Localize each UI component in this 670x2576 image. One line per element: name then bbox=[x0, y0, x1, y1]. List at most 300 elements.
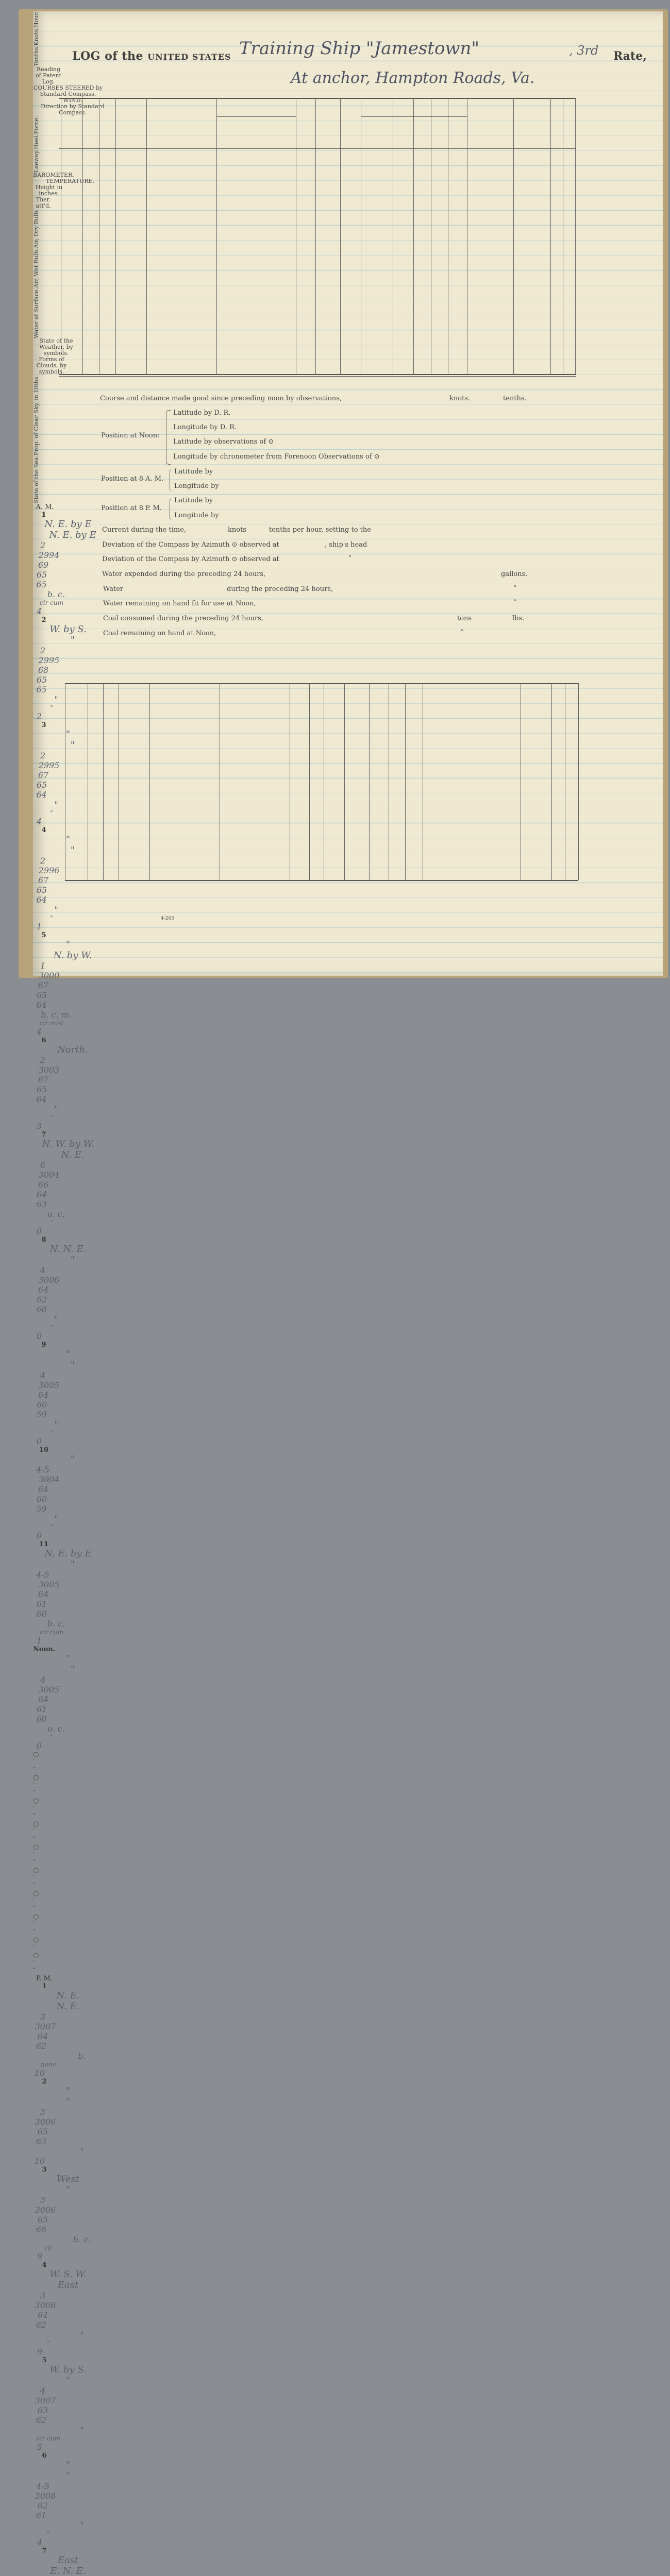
am-row-5-wind: N. by W. bbox=[53, 950, 92, 961]
col-clear-header: Prop. of Clear Sky, in 10ths. bbox=[33, 375, 40, 456]
am-row-1-ther: 69 bbox=[38, 560, 49, 570]
pm-row-3-course: West bbox=[56, 2173, 80, 2184]
am-row-7-course: N. W. by W. bbox=[42, 1138, 94, 1149]
pm-row-1-hour: 1 bbox=[42, 1982, 47, 1990]
sec-mark: ″ bbox=[33, 1766, 36, 1774]
am-row-10-clouds: " bbox=[50, 1523, 53, 1531]
am-row-8-hour: 8 bbox=[41, 1235, 46, 1244]
pm-row-2-weather: " bbox=[80, 2146, 84, 2156]
am-row-1-wet: 65 bbox=[36, 579, 47, 589]
pm-row-3-hour: 3 bbox=[42, 2165, 47, 2174]
water-during-label: during the preceding 24 hours, bbox=[227, 585, 333, 593]
am-row-1-dry: 65 bbox=[36, 569, 47, 580]
am-row-3-dry: 65 bbox=[36, 779, 47, 790]
col-patent-header: Reading of Patent Log. bbox=[35, 66, 62, 86]
am-row-1-force: 2 bbox=[40, 540, 46, 550]
lat-8am-label: Latitude by bbox=[174, 468, 213, 476]
am-row-2-weather: " bbox=[54, 694, 58, 704]
am-row-12-clear: 0 bbox=[36, 1740, 42, 1751]
tenths-header: tenths. bbox=[503, 395, 527, 402]
am-row-4-wind: " bbox=[70, 844, 75, 856]
pm-row-1-weather: b. bbox=[78, 2050, 86, 2061]
deg-mark: ○ bbox=[33, 1797, 39, 1805]
am-row-4-baro: 2996 bbox=[38, 865, 60, 875]
am-row-5-hour: 5 bbox=[41, 931, 46, 939]
sec-mark: ″ bbox=[33, 1905, 36, 1913]
am-col-line-dry bbox=[413, 98, 414, 374]
am-row-4-weather: " bbox=[54, 904, 58, 914]
am-row-12-wet: 60 bbox=[36, 1714, 47, 1724]
am-row-6-hour: 6 bbox=[41, 1036, 46, 1044]
pm-row-3-wind: " bbox=[65, 2184, 71, 2195]
col-force-header: Force. bbox=[33, 116, 40, 134]
am-row-2-clouds: " bbox=[50, 704, 53, 711]
min-mark: ′ bbox=[33, 1874, 35, 1882]
pm-row-5-dry: 62 bbox=[36, 2415, 47, 2425]
am-row-5-baro: 3000 bbox=[38, 970, 60, 980]
am-row-7-wind: N. E. bbox=[61, 1149, 85, 1160]
am-row-6-clear: 3 bbox=[36, 1121, 42, 1131]
am-row-4-wet: 64 bbox=[36, 894, 47, 905]
am-row-7-dry: 64 bbox=[36, 1189, 47, 1199]
am-row-5-clouds: cir mist bbox=[39, 1019, 64, 1027]
am-row-1-wind: N. E. by E bbox=[49, 529, 96, 540]
log-label: LOG of the bbox=[72, 49, 144, 63]
am-row-12-force: 4 bbox=[40, 1674, 46, 1685]
pm-col-line-12 bbox=[405, 683, 406, 880]
sec-mark: ″ bbox=[33, 1835, 36, 1843]
am-row-12-course: " bbox=[65, 1653, 71, 1664]
gallons-label: gallons. bbox=[501, 570, 528, 578]
pm-table-top-rule bbox=[65, 683, 578, 684]
pm-row-5-ther: 63 bbox=[37, 2405, 48, 2415]
water-remaining-ditto: " bbox=[513, 599, 516, 606]
am-row-11-wet: 60 bbox=[36, 1608, 47, 1619]
pm-row-3-clouds: cir bbox=[44, 2244, 53, 2251]
am-row-1-clear: 4 bbox=[36, 606, 42, 616]
am-col-line-clouds bbox=[513, 98, 514, 374]
am-row-7-ther: 66 bbox=[38, 1179, 49, 1190]
pm-row-1-ther: 64 bbox=[37, 2031, 48, 2041]
am-row-5-course: " bbox=[65, 939, 71, 950]
am-col-line-patent bbox=[115, 98, 116, 374]
am-row-12-ther: 64 bbox=[38, 1694, 49, 1704]
pm-row-6-weather: " bbox=[80, 2520, 84, 2530]
position-8pm-brace bbox=[170, 498, 173, 520]
pm-table-bottom-rule bbox=[65, 880, 578, 881]
am-row-1-course: N. E. by E bbox=[44, 518, 92, 530]
min-mark: ′ bbox=[33, 1897, 35, 1905]
am-row-4-course: " bbox=[65, 834, 71, 845]
pm-row-5-baro: 3007 bbox=[35, 2395, 56, 2405]
am-col-line-leeway bbox=[340, 98, 341, 374]
deviation-2-deg: ○ bbox=[33, 1951, 39, 1959]
pm-row-2-baro: 3006 bbox=[35, 2116, 56, 2127]
lon-chron-label: Longitude by chronometer from Forenoon Observations of ⊙ bbox=[173, 453, 380, 461]
position-noon-label: Position at Noon: bbox=[101, 432, 160, 439]
am-row-4-clear: 1 bbox=[36, 921, 42, 931]
min-mark: ′ bbox=[33, 1827, 35, 1836]
am-row-8-baro: 3006 bbox=[38, 1275, 60, 1285]
lbs-label: lbs. bbox=[512, 615, 525, 622]
current-tail-label: tenths per hour, setting to the bbox=[269, 526, 371, 534]
am-row-9-weather: " bbox=[54, 1419, 58, 1429]
pm-row-6-dry: 61 bbox=[36, 2510, 47, 2520]
am-row-1-baro: 2994 bbox=[38, 550, 60, 560]
am-row-8-clear: 0 bbox=[36, 1331, 42, 1341]
lon-dr-label: Longitude by D. R. bbox=[173, 423, 237, 431]
col-courses-header: COURSES STEERED by Standard Compass. bbox=[33, 84, 103, 98]
pm-row-4-weather: " bbox=[80, 2329, 84, 2340]
ships-head-label: , ship's head bbox=[325, 541, 367, 549]
pm-row-5-weather: " bbox=[80, 2425, 84, 2435]
deg-mark: ○ bbox=[33, 1889, 39, 1897]
am-row-11-baro: 3005 bbox=[38, 1579, 60, 1589]
pm-col-line-2 bbox=[103, 683, 104, 880]
am-row-9-course: " bbox=[65, 1348, 71, 1360]
deviation-2-label: Deviation of the Compass by Azimuth ⊙ observed at bbox=[102, 555, 279, 563]
am-row-9-ther: 64 bbox=[38, 1389, 49, 1400]
am-row-7-hour: 7 bbox=[41, 1130, 46, 1139]
am-row-11-clouds: cir cum bbox=[40, 1628, 63, 1636]
water-expended-label: Water expended during the preceding 24 hours, bbox=[102, 570, 266, 578]
sec-mark: ″ bbox=[33, 1789, 36, 1797]
am-table-bottom-rule-2 bbox=[59, 376, 576, 377]
pm-row-2-wind: " bbox=[65, 2096, 71, 2107]
pm-label: P. M. bbox=[36, 1974, 53, 1982]
pm-row-6-wind: " bbox=[65, 2470, 71, 2481]
coal-remaining-ditto: " bbox=[461, 629, 464, 636]
am-row-6-ther: 67 bbox=[38, 1074, 49, 1084]
deg-mark: ○ bbox=[33, 1912, 39, 1921]
col-heel-header: Heel. bbox=[33, 134, 40, 149]
pm-row-6-baro: 3008 bbox=[35, 2490, 56, 2501]
deviation-1-label: Deviation of the Compass by Azimuth ⊙ observed at bbox=[102, 541, 279, 549]
pm-row-6-clouds: " bbox=[47, 2530, 50, 2537]
am-table-bottom-rule bbox=[59, 374, 576, 375]
col-clouds-header: Forms of Clouds, by symbols. bbox=[36, 356, 67, 376]
min-mark: ′ bbox=[33, 1804, 35, 1812]
sec-mark: ″ bbox=[33, 1882, 36, 1890]
pm-col-line-4 bbox=[149, 683, 150, 880]
sec-mark: ″ bbox=[33, 1812, 36, 1820]
am-row-11-ther: 64 bbox=[38, 1589, 49, 1599]
am-row-3-weather: " bbox=[54, 799, 58, 809]
deg-mark: ○ bbox=[33, 1843, 39, 1851]
am-row-6-clouds: " bbox=[50, 1113, 53, 1121]
pm-row-4-ther: 64 bbox=[37, 2310, 48, 2320]
am-row-2-dry: 65 bbox=[36, 674, 47, 685]
knots-header: knots. bbox=[449, 395, 471, 402]
am-row-6-weather: " bbox=[54, 1104, 58, 1114]
pm-row-1-wind: N. E. bbox=[56, 2001, 80, 2012]
deviation-2-ditto: " bbox=[348, 554, 351, 562]
col-weather-header: State of the Weather, by symbols. bbox=[39, 337, 73, 357]
pm-row-1-clouds: none bbox=[41, 2060, 56, 2068]
am-row-6-dry: 65 bbox=[36, 1084, 47, 1094]
min-mark: ′ bbox=[33, 1851, 35, 1859]
pm-row-6-clear: 4 bbox=[37, 2537, 43, 2547]
baro-temp-subheader-rule bbox=[361, 116, 467, 117]
pm-col-line-15 bbox=[551, 683, 552, 880]
col-air-dry-header: Air, Dry Bulb. bbox=[33, 209, 40, 248]
am-row-4-ther: 67 bbox=[38, 875, 49, 885]
am-row-11-hour: 11 bbox=[39, 1540, 49, 1548]
am-row-3-clouds: " bbox=[50, 809, 53, 817]
am-row-3-wind: " bbox=[70, 739, 75, 751]
current-label: Current during the time, bbox=[102, 526, 187, 534]
pm-row-1-baro: 3007 bbox=[35, 2021, 56, 2031]
col-hour-header: Hour. bbox=[33, 11, 40, 27]
am-col-line-wind bbox=[216, 98, 217, 374]
pm-row-6-ther: 62 bbox=[37, 2500, 48, 2511]
am-row-5-clear: 4 bbox=[36, 1026, 42, 1037]
am-row-8-dry: 62 bbox=[36, 1294, 47, 1304]
am-row-12-clouds: " bbox=[50, 1733, 53, 1741]
united-states-label: UNITED STATES bbox=[147, 52, 231, 62]
pm-row-5-clear: 5 bbox=[37, 2442, 43, 2452]
pm-col-line-9 bbox=[344, 683, 345, 880]
am-row-3-baro: 2995 bbox=[38, 760, 60, 770]
am-row-1-clouds: cir cum bbox=[40, 599, 63, 606]
current-knots-label: knots bbox=[228, 526, 246, 534]
am-row-8-wet: 60 bbox=[36, 1304, 47, 1314]
am-row-11-dry: 61 bbox=[36, 1599, 47, 1609]
am-row-9-wind: " bbox=[70, 1359, 75, 1370]
ship-name-handwritten: Training Ship "Jamestown" bbox=[239, 38, 480, 59]
am-row-10-ther: 64 bbox=[38, 1484, 49, 1494]
col-height-header: Height in inches. bbox=[35, 184, 63, 197]
pm-row-3-weather: b. c. bbox=[73, 2234, 91, 2244]
am-row-10-force: 4-5 bbox=[36, 1464, 49, 1475]
pm-row-3-clear: 9 bbox=[37, 2251, 43, 2261]
pm-row-6-hour: 6 bbox=[42, 2451, 47, 2460]
am-row-3-clear: 4 bbox=[36, 816, 42, 826]
lon-8pm-label: Longitude by bbox=[174, 512, 219, 519]
deviation-1-deg: ○ bbox=[33, 1936, 39, 1944]
am-row-9-clouds: " bbox=[50, 1429, 53, 1436]
pm-col-line-17 bbox=[578, 683, 579, 880]
am-row-5-dry: 65 bbox=[36, 990, 47, 1000]
pm-row-4-dry: 62 bbox=[36, 2319, 47, 2330]
am-row-8-clouds: " bbox=[50, 1324, 53, 1331]
am-row-6-force: 2 bbox=[40, 1055, 46, 1065]
am-col-line-clear bbox=[550, 98, 551, 374]
am-table-top-rule bbox=[59, 98, 576, 99]
pm-col-line-7 bbox=[309, 683, 310, 880]
am-row-12-baro: 3005 bbox=[38, 1684, 60, 1694]
am-col-line-course bbox=[146, 98, 147, 374]
am-row-11-weather: b. c. bbox=[47, 1618, 65, 1629]
am-row-8-wind: " bbox=[70, 1254, 75, 1265]
water-remaining-label: Water remaining on hand fit for use at Noon, bbox=[103, 600, 256, 607]
form-number: 4-265 bbox=[161, 916, 174, 921]
pm-row-2-hour: 2 bbox=[42, 2077, 47, 2086]
coal-consumed-label: Coal consumed during the preceding 24 hours, bbox=[103, 615, 263, 622]
am-row-4-clouds: " bbox=[50, 914, 53, 922]
position-8am-brace bbox=[170, 469, 173, 492]
deviation-2-min: ′ bbox=[33, 1959, 35, 1967]
am-row-5-wet: 64 bbox=[36, 999, 47, 1010]
deviation-1-min: ′ bbox=[33, 1943, 35, 1952]
pm-row-4-hour: 4 bbox=[42, 2261, 47, 2269]
am-row-10-wet: 59 bbox=[36, 1503, 47, 1514]
pm-row-3-force: 3 bbox=[40, 2195, 46, 2205]
am-row-7-baro: 3004 bbox=[38, 1170, 60, 1180]
sec-mark: ″ bbox=[33, 1928, 36, 1936]
pm-row-5-course: W. by S. bbox=[49, 2364, 87, 2375]
pm-row-7-course: East bbox=[57, 2554, 79, 2566]
col-wind-header: WIND. bbox=[63, 97, 82, 104]
pm-row-4-force: 3 bbox=[40, 2290, 46, 2300]
am-row-11-wind: " bbox=[70, 1558, 75, 1570]
pm-row-7-hour: 7 bbox=[42, 2547, 47, 2555]
am-row-5-weather: b. c. m. bbox=[41, 1009, 72, 1020]
am-row-7-clear: 0 bbox=[36, 1226, 42, 1236]
am-row-7-clouds: " bbox=[50, 1218, 53, 1226]
am-col-line-knots bbox=[82, 98, 83, 374]
am-row-3-wet: 64 bbox=[36, 789, 47, 800]
pm-row-1-force: 3 bbox=[40, 2011, 46, 2022]
water-during-ditto: " bbox=[513, 584, 516, 592]
am-row-2-wind: " bbox=[70, 634, 75, 646]
lat-dr-label: Latitude by D. R. bbox=[173, 409, 231, 417]
am-row-9-wet: 59 bbox=[36, 1409, 47, 1419]
am-row-6-wind: North. bbox=[57, 1044, 88, 1055]
pm-row-5-force: 4 bbox=[40, 2385, 46, 2396]
am-row-11-clear: 1 bbox=[36, 1635, 42, 1646]
col-barometer-header: BAROMETER. bbox=[33, 172, 74, 179]
am-row-7-wet: 63 bbox=[36, 1199, 47, 1209]
col-sea-header: State of the Sea. bbox=[33, 455, 40, 503]
am-row-10-weather: " bbox=[54, 1513, 58, 1523]
am-row-10-hour: 10 bbox=[39, 1446, 49, 1454]
am-row-2-wet: 65 bbox=[36, 684, 47, 694]
pm-row-1-dry: 62 bbox=[36, 2041, 47, 2051]
pm-row-7-wind: E. N. E. bbox=[50, 2565, 86, 2576]
am-row-3-force: 2 bbox=[40, 750, 46, 760]
pm-row-4-clouds: " bbox=[47, 2339, 50, 2347]
coal-remaining-label: Coal remaining on hand at Noon, bbox=[103, 630, 216, 637]
am-row-12-dry: 61 bbox=[36, 1704, 47, 1714]
am-row-2-baro: 2995 bbox=[38, 655, 60, 665]
am-row-10-clear: 0 bbox=[36, 1530, 42, 1540]
pm-row-1-course: N. E. bbox=[56, 1990, 80, 2001]
deg-mark: ○ bbox=[33, 1866, 39, 1874]
col-water-surface-header: Water at Surface. bbox=[33, 287, 40, 338]
tons-label: tons bbox=[457, 615, 472, 622]
position-noon-brace bbox=[166, 410, 171, 465]
lat-8pm-label: Latitude by bbox=[174, 497, 213, 504]
am-row-12-weather: o. c. bbox=[47, 1723, 65, 1734]
pm-row-2-ther: 65 bbox=[37, 2126, 48, 2137]
pm-row-4-wind: East bbox=[57, 2279, 79, 2291]
lon-8am-label: Longitude by bbox=[174, 482, 219, 490]
am-row-9-baro: 3005 bbox=[38, 1380, 60, 1390]
am-row-2-course: W. by S. bbox=[49, 623, 87, 635]
deg-mark: ○ bbox=[33, 1773, 39, 1782]
deg-mark: ○ bbox=[33, 1750, 39, 1758]
am-row-8-course: N. N. E. bbox=[49, 1243, 87, 1255]
am-row-8-ther: 64 bbox=[38, 1284, 49, 1295]
am-row-10-dry: 60 bbox=[36, 1494, 47, 1504]
am-row-10-wind: " bbox=[70, 1453, 75, 1465]
position-8am-label: Position at 8 A. M. bbox=[101, 475, 164, 483]
water-label: Water bbox=[103, 585, 124, 593]
am-row-12-hour: Noon. bbox=[33, 1645, 56, 1653]
am-row-9-clear: 0 bbox=[36, 1436, 42, 1446]
deviation-2-sec: ″ bbox=[33, 1967, 36, 1975]
pm-row-3-dry: 66 bbox=[36, 2224, 47, 2234]
col-tenths-header: Tenths. bbox=[33, 45, 40, 67]
min-mark: ′ bbox=[33, 1781, 35, 1789]
pm-row-4-clear: 9 bbox=[37, 2346, 43, 2357]
am-row-5-force: 1 bbox=[40, 960, 46, 971]
pm-row-2-dry: 63 bbox=[36, 2136, 47, 2146]
am-row-4-hour: 4 bbox=[41, 826, 46, 834]
rate-label: Rate, bbox=[613, 49, 647, 63]
am-row-9-hour: 9 bbox=[41, 1341, 46, 1349]
pm-row-1-clear: 10 bbox=[34, 2067, 45, 2078]
am-row-6-baro: 3003 bbox=[38, 1064, 60, 1075]
position-8pm-label: Position at 8 P. M. bbox=[101, 504, 162, 512]
wind-subheader-rule bbox=[216, 116, 296, 117]
pm-col-line-10 bbox=[369, 683, 370, 880]
sec-mark: ″ bbox=[33, 1858, 36, 1867]
pm-row-2-course: " bbox=[65, 2085, 71, 2096]
am-row-3-ther: 67 bbox=[38, 770, 49, 780]
am-row-12-wind: " bbox=[70, 1664, 75, 1675]
am-col-line-heel bbox=[315, 98, 316, 374]
col-knots-header: Knots. bbox=[33, 27, 40, 46]
pm-row-6-course: " bbox=[65, 2459, 71, 2470]
am-row-2-clear: 2 bbox=[36, 711, 42, 721]
am-row-5-ther: 67 bbox=[38, 980, 49, 990]
am-row-7-force: 6 bbox=[40, 1160, 46, 1170]
am-row-8-force: 4 bbox=[40, 1265, 46, 1275]
min-mark: ′ bbox=[33, 1758, 35, 1766]
lat-obs-label: Latitude by observations of ⊙ bbox=[173, 438, 274, 446]
pm-row-3-baro: 3006 bbox=[35, 2205, 56, 2215]
am-row-2-force: 2 bbox=[40, 645, 46, 655]
col-leeway-header: Leeway. bbox=[33, 149, 40, 173]
deg-mark: ○ bbox=[33, 1820, 39, 1828]
am-col-line-end bbox=[575, 98, 576, 374]
pm-row-5-wind: " bbox=[65, 2375, 71, 2386]
pm-row-3-ther: 65 bbox=[37, 2214, 48, 2225]
col-air-wet-header: Air, Wet Bulb. bbox=[33, 248, 40, 288]
location-handwritten: At anchor, Hampton Roads, Va. bbox=[291, 69, 535, 87]
col-wind-dir-header: Direction by Standard Compass. bbox=[41, 103, 105, 116]
pm-row-2-clear: 10 bbox=[34, 2156, 45, 2166]
am-row-9-dry: 60 bbox=[36, 1399, 47, 1410]
am-row-10-baro: 3004 bbox=[38, 1474, 60, 1484]
am-row-11-course: N. E. by E bbox=[44, 1548, 92, 1559]
am-row-7-weather: o. c. bbox=[47, 1209, 65, 1219]
am-label: A. M. bbox=[36, 503, 54, 511]
min-mark: ′ bbox=[33, 1920, 35, 1928]
am-row-2-ther: 68 bbox=[38, 665, 49, 675]
am-row-1-hour: 1 bbox=[41, 511, 46, 519]
am-row-3-course: " bbox=[65, 728, 71, 740]
rate-handwritten: , 3rd bbox=[569, 43, 599, 58]
pm-row-5-clouds: cir cum bbox=[37, 2434, 60, 2442]
log-title bbox=[72, 49, 231, 63]
col-ther-header: Ther. att'd. bbox=[36, 196, 51, 210]
am-row-4-force: 2 bbox=[40, 855, 46, 866]
am-row-8-weather: " bbox=[54, 1314, 58, 1324]
pm-row-2-force: 3 bbox=[40, 2107, 46, 2117]
